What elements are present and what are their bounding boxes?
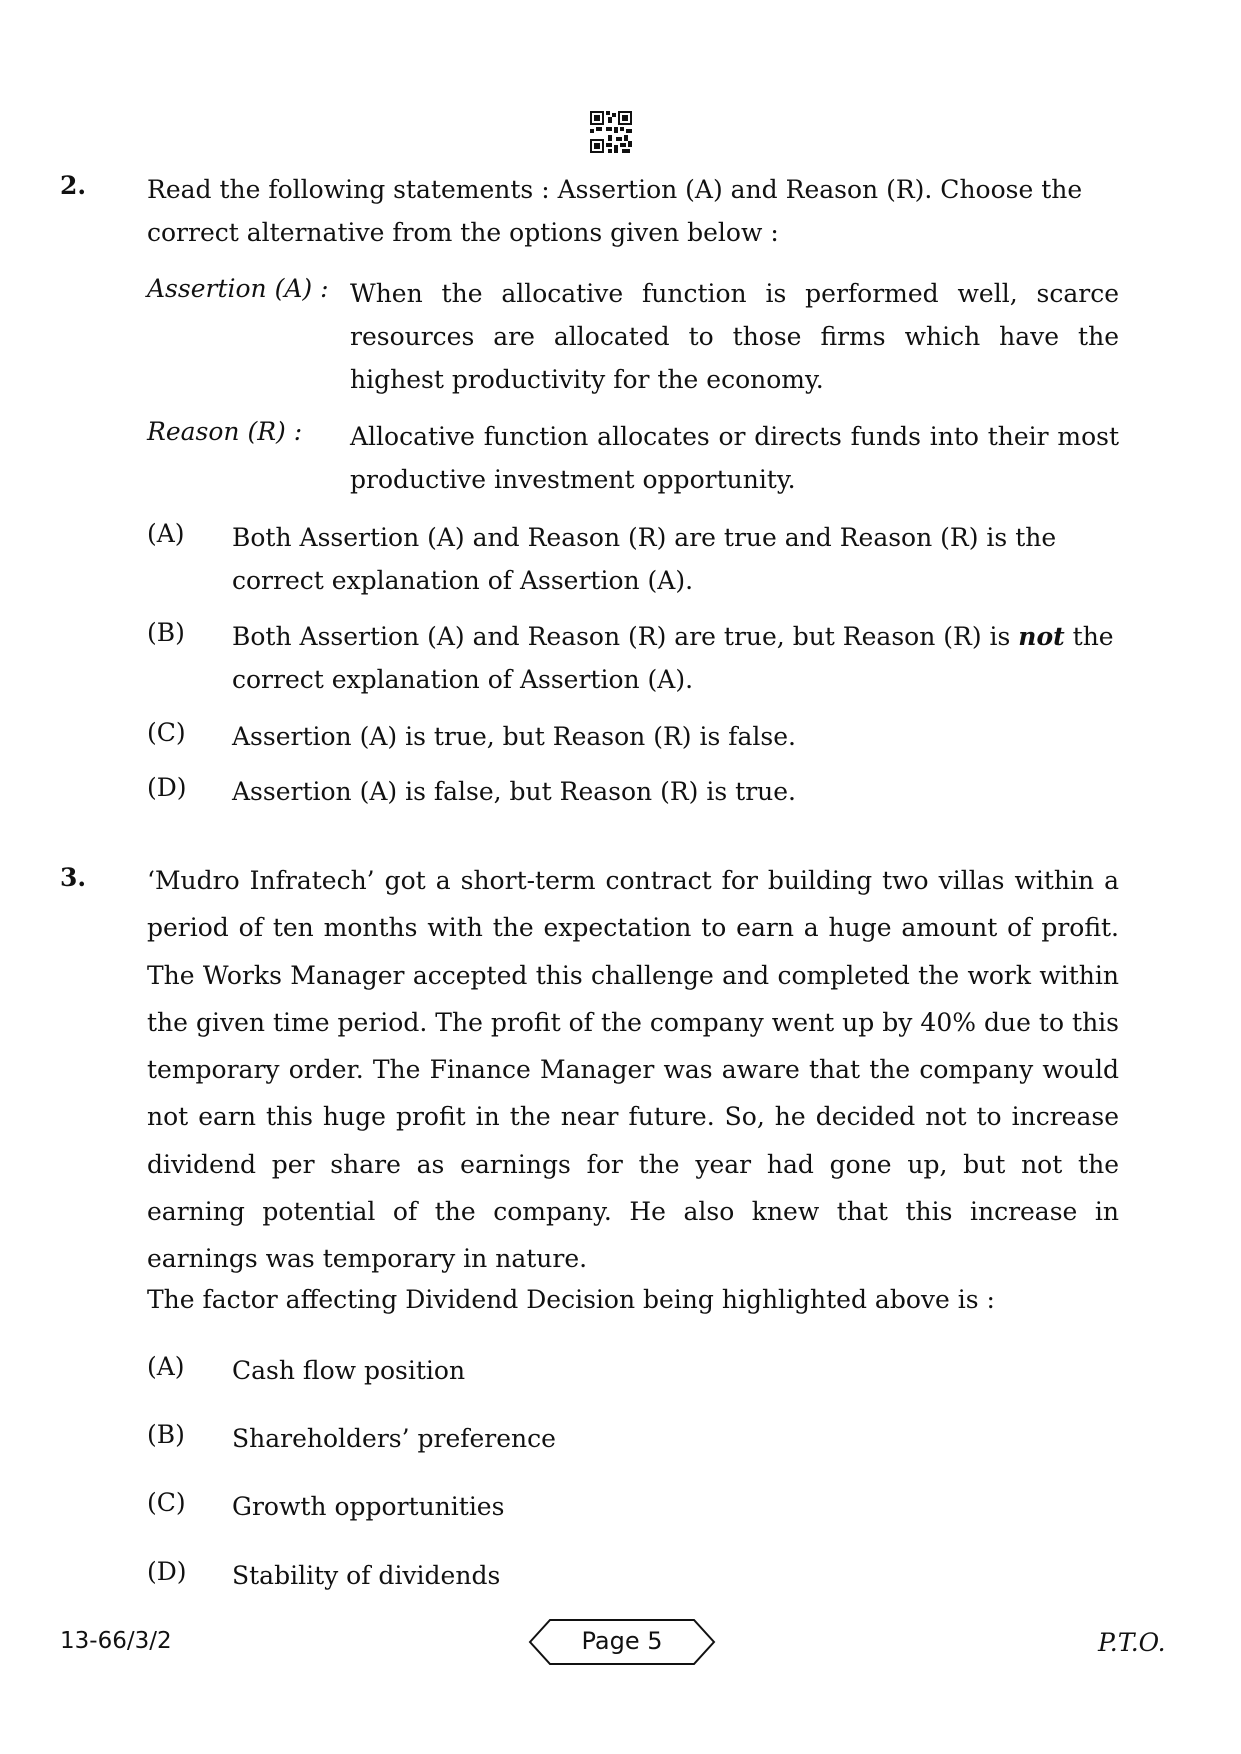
option-letter: (A): [147, 519, 185, 548]
question-stem: ‘Mudro Infratech’ got a short-term contract for building two villas within a period of ten months with the expectation to earn a huge amount of profit. The Works Manager accepted this challenge and completed the work within the given time period. The profit of the company went up by 40% due to this temporary order. The Finance Manager was aware that the company would not earn this huge profit in the near future. So, he decided not to increase dividend per share as earnings for the year had gone up, but not the earning potential of the company. He also knew that this increase in earnings was temporary in nature.: [147, 866, 1119, 1274]
paper-code: 13-66/3/2: [60, 1628, 172, 1654]
option-letter: (C): [147, 718, 186, 747]
qr-code: [590, 111, 632, 153]
option-text: Growth opportunities: [232, 1492, 505, 1521]
option-text: Stability of dividends: [232, 1561, 501, 1590]
option-text-part: the correct explanation of Assertion (A).: [232, 622, 1114, 694]
option-letter: (D): [147, 1557, 187, 1586]
option-text: Assertion (A) is true, but Reason (R) is false.: [232, 722, 796, 751]
question-prompt: The factor affecting Dividend Decision being highlighted above is :: [147, 1285, 995, 1314]
reason-text: Allocative function allocates or directs funds into their most productive investment opportunity.: [350, 422, 1119, 494]
emphasis-not: not: [1018, 622, 1065, 651]
page-number: Page 5: [581, 1627, 663, 1655]
option-letter: (B): [147, 618, 185, 647]
assertion-label: Assertion (A) :: [147, 274, 329, 303]
option-text: [232, 615, 1119, 701]
reason-label: Reason (R) :: [147, 417, 303, 446]
option-letter: (B): [147, 1420, 185, 1449]
option-text: Both Assertion (A) and Reason (R) are true and Reason (R) is the correct explanation of Assertion (A).: [232, 523, 1057, 595]
option-text: Assertion (A) is false, but Reason (R) is true.: [232, 777, 796, 806]
option-letter: (C): [147, 1488, 186, 1517]
pto-label: P.T.O.: [1098, 1628, 1166, 1657]
option-letter: (A): [147, 1352, 185, 1381]
question-number: 2.: [60, 171, 87, 200]
question-number: 3.: [60, 863, 87, 892]
question-stem: Read the following statements : Assertion (A) and Reason (R). Choose the correct alternative from the options given below :: [147, 175, 1083, 247]
option-text: Shareholders’ preference: [232, 1424, 556, 1453]
option-text: Cash flow position: [232, 1356, 466, 1385]
option-text-part: Both Assertion (A) and Reason (R) are true, but Reason (R) is: [232, 622, 1019, 651]
assertion-text: When the allocative function is performed well, scarce resources are allocated to those firms which have the highest productivity for the economy.: [350, 279, 1119, 394]
option-letter: (D): [147, 773, 187, 802]
